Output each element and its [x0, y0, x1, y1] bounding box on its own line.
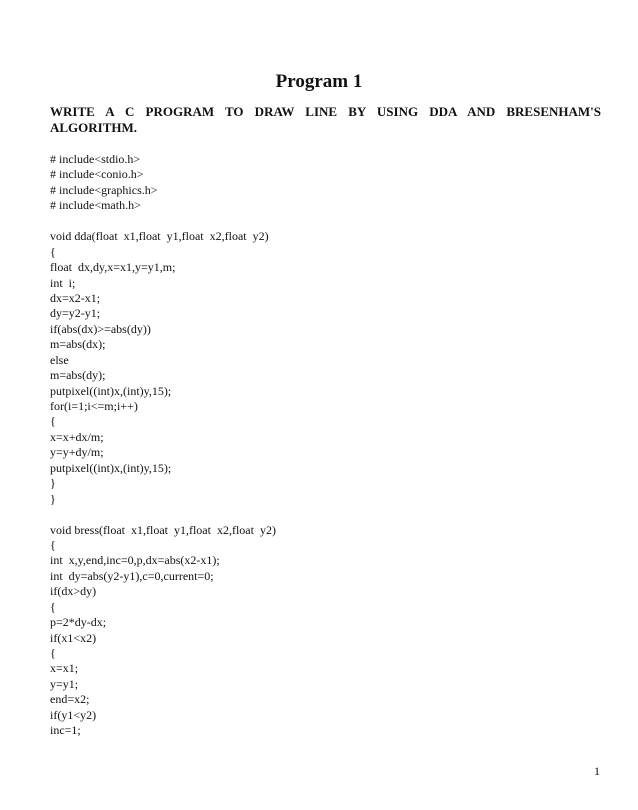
- code-line: for(i=1;i<=m;i++): [50, 399, 138, 413]
- code-line: y=y1;: [50, 676, 79, 691]
- code-line: # include<graphics.h>: [50, 182, 158, 197]
- code-line: putpixel((int)x,(int)y,15);: [50, 460, 172, 475]
- code-line: float dx,dy,x=x1,y=y1,m;: [50, 260, 176, 275]
- code-line: else: [50, 352, 69, 367]
- code-line: int x,y,end,inc=0,p,dx=abs(x2-x1);: [50, 553, 220, 568]
- code-line: end=x2;: [50, 692, 90, 707]
- code-line: # include<stdio.h>: [50, 152, 141, 166]
- code-line: }: [50, 476, 56, 491]
- code-line: if(y1<y2): [50, 707, 97, 722]
- code-listing: [50, 152, 610, 739]
- program-heading: WRITE A C PROGRAM TO DRAW LINE BY USING DDA AND BRESENHAM'S ALGORITHM.: [50, 104, 601, 135]
- code-line: if(abs(dx)>=abs(dy)): [50, 321, 151, 336]
- code-line: m=abs(dy);: [50, 368, 106, 383]
- code-line: x=x+dx/m;: [50, 429, 104, 444]
- code-line: [50, 507, 610, 522]
- code-line: {: [50, 244, 56, 259]
- code-line: {: [50, 599, 56, 614]
- code-line: [50, 214, 610, 229]
- code-line: dx=x2-x1;: [50, 290, 101, 305]
- page-number: 1: [594, 764, 600, 778]
- code-line: int dy=abs(y2-y1),c=0,current=0;: [50, 568, 214, 583]
- code-line: void bress(float x1,float y1,float x2,float y2): [50, 522, 276, 537]
- code-line: # include<conio.h>: [50, 167, 144, 182]
- code-line: }: [50, 491, 56, 506]
- program-title: Program 1: [275, 71, 363, 92]
- code-line: x=x1;: [50, 661, 79, 676]
- code-line: {: [50, 537, 56, 552]
- code-line: p=2*dy-dx;: [50, 615, 107, 630]
- code-line: dy=y2-y1;: [50, 306, 101, 321]
- code-line: putpixel((int)x,(int)y,15);: [50, 383, 172, 398]
- code-line: y=y+dy/m;: [50, 445, 104, 460]
- code-line: if(dx>dy): [50, 584, 97, 599]
- code-line: int i;: [50, 275, 76, 290]
- code-line: void dda(float x1,float y1,float x2,float y2): [50, 229, 269, 244]
- code-line: inc=1;: [50, 723, 81, 738]
- code-line: {: [50, 646, 56, 660]
- code-line: m=abs(dx);: [50, 337, 106, 352]
- code-line: {: [50, 414, 56, 429]
- code-line: # include<math.h>: [50, 198, 141, 213]
- code-line: if(x1<x2): [50, 630, 97, 645]
